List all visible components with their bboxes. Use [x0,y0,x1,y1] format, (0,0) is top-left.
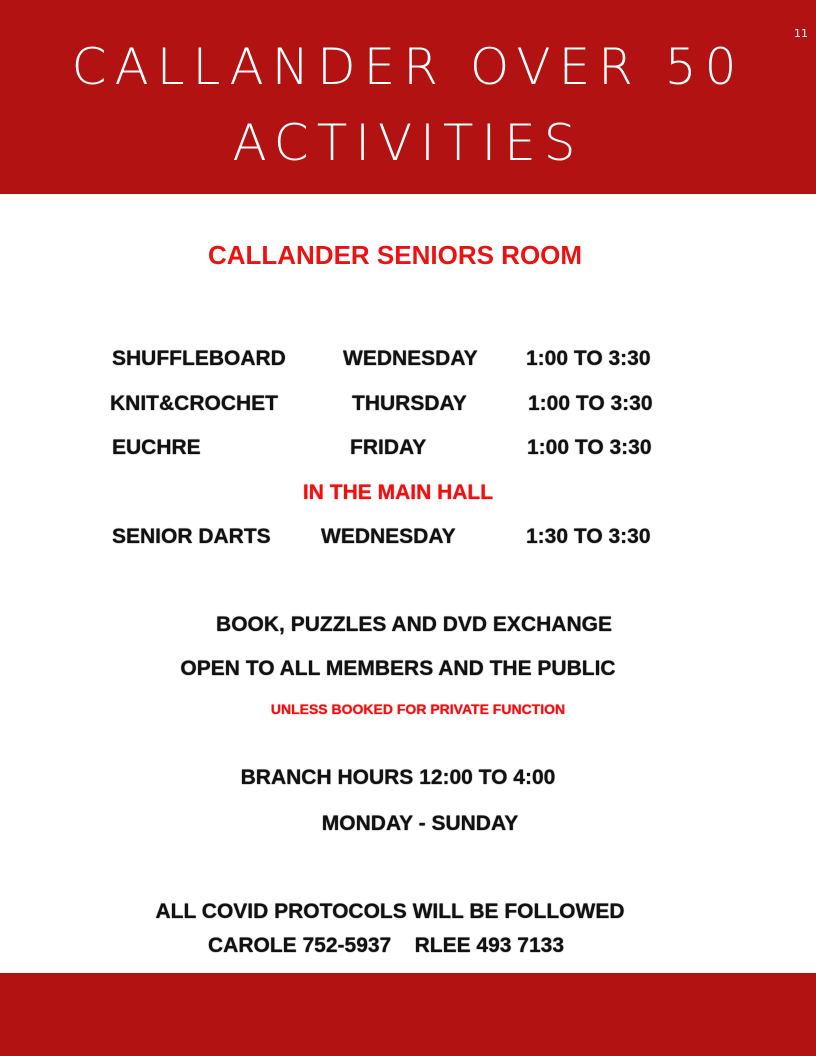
main-hall-heading: IN THE MAIN HALL [302,481,494,504]
contact-numbers: CAROLE 752-5937 RLEE 493 7133 [207,934,564,957]
activity-day: WEDNESDAY [343,347,478,370]
activity-time: 1:00 TO 3:30 [527,436,652,459]
activity-time: 1:00 TO 3:30 [528,392,653,415]
activity-time: 1:00 TO 3:30 [526,347,651,370]
schedule-row [0,392,816,420]
schedule-row [0,347,816,375]
covid-notice: ALL COVID PROTOCOLS WILL BE FOLLOWED [155,900,625,923]
branch-hours: BRANCH HOURS 12:00 TO 4:00 [240,766,556,789]
activity-time: 1:30 TO 3:30 [526,525,651,548]
activity-day: THURSDAY [352,392,467,415]
activity-name: KNIT&CROCHET [110,392,278,415]
page-number: 11 [794,27,808,40]
exchange-line-1: BOOK, PUZZLES AND DVD EXCHANGE [216,613,612,636]
activity-name: SENIOR DARTS [112,525,271,548]
activity-day: WEDNESDAY [321,525,456,548]
activity-name: SHUFFLEBOARD [112,347,286,370]
branch-days: MONDAY - SUNDAY [321,812,519,835]
schedule-row [0,525,816,553]
schedule-row [0,436,816,464]
seniors-room-heading: CALLANDER SENIORS ROOM [207,240,583,270]
page-title-line-2: ACTIVITIES [232,114,584,172]
activity-day: FRIDAY [350,436,427,459]
exchange-line-2: OPEN TO ALL MEMBERS AND THE PUBLIC [180,657,616,680]
activity-name: EUCHRE [112,436,201,459]
page-title-line-1: CALLANDER OVER 50 [71,38,745,96]
exchange-note: UNLESS BOOKED FOR PRIVATE FUNCTION [270,701,566,717]
footer-band [0,973,816,1056]
